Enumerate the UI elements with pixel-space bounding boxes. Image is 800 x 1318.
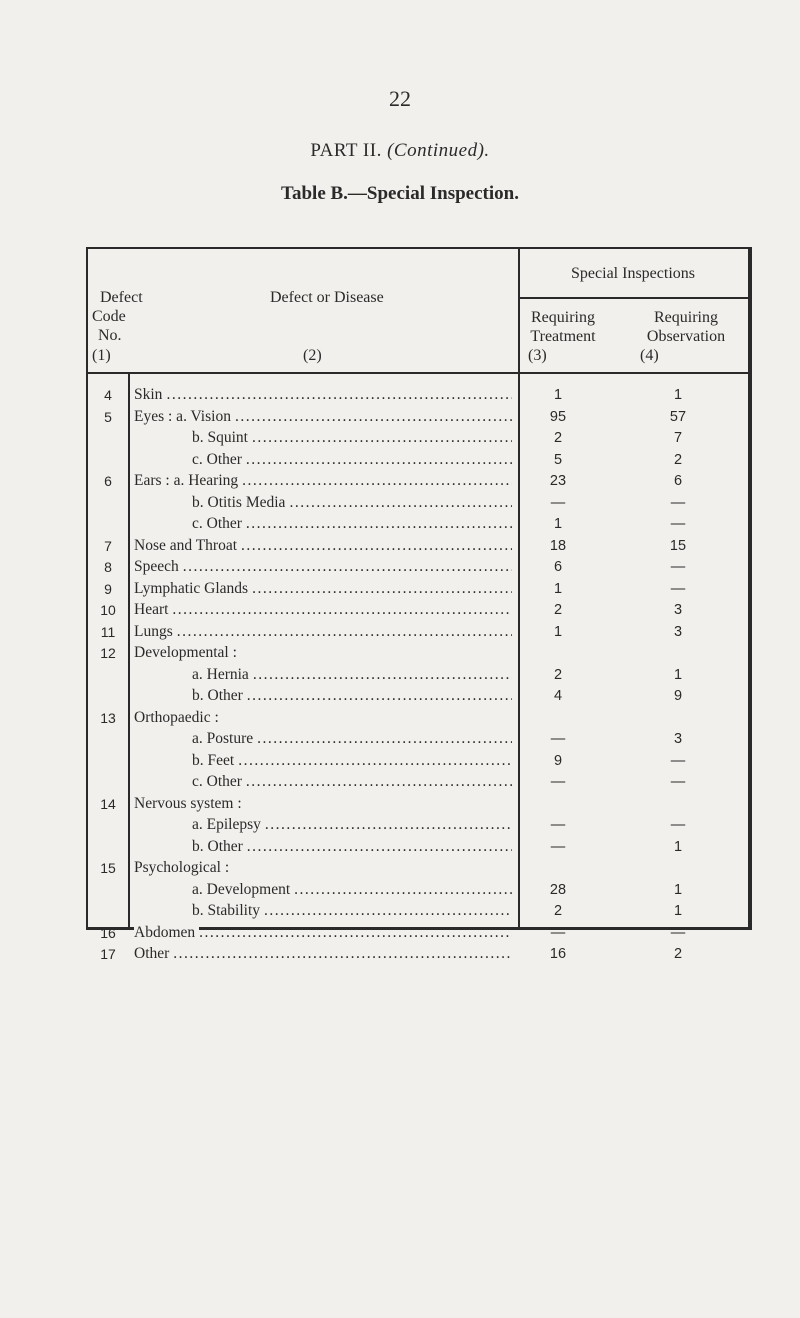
row-code: 16: [100, 924, 116, 941]
observation-value: 1: [673, 903, 683, 919]
row-description-text: Eyes : a. Vision: [134, 408, 235, 425]
table-row: [88, 879, 748, 901]
table-row: [88, 621, 748, 643]
row-code: 5: [104, 408, 112, 425]
treatment-value: 2: [553, 903, 563, 919]
row-description-text: b. Stability: [192, 902, 264, 919]
header-bottom-rule: [88, 372, 748, 374]
header-subdivider: [518, 297, 748, 299]
row-description-text: a. Hernia: [192, 666, 253, 683]
table-row: [88, 771, 748, 793]
row-description-text: Ears : a. Hearing: [134, 472, 242, 489]
treatment-value: 2: [553, 666, 563, 683]
treatment-value: 2: [553, 430, 563, 446]
treatment-value: —: [550, 774, 566, 790]
row-code: 13: [100, 709, 116, 726]
treatment-value: 1: [553, 623, 563, 640]
row-description: [192, 492, 512, 514]
page-number: 22: [389, 86, 411, 111]
treatment-value: 1: [553, 516, 563, 532]
row-code: 7: [104, 537, 112, 554]
row-description: [134, 922, 512, 944]
treatment-value: 28: [549, 881, 567, 898]
observation-value: 1: [673, 881, 683, 898]
row-description-text: Lungs: [134, 623, 177, 640]
row-description: [134, 535, 512, 557]
row-description-text: Speech: [134, 558, 183, 575]
observation-value: 3: [673, 731, 683, 747]
observation-value: 15: [669, 537, 687, 554]
table-row: [88, 384, 748, 406]
table-row: [88, 685, 748, 707]
row-description: [134, 578, 512, 600]
observation-value: 6: [673, 473, 683, 489]
row-description-text: Heart: [134, 601, 172, 618]
header-disease: Defect or Disease: [270, 289, 384, 306]
row-code: 8: [104, 559, 112, 575]
row-description-text: Nose and Throat: [134, 537, 241, 554]
part-label: PART II.: [310, 140, 382, 161]
row-description: [134, 621, 512, 643]
treatment-value: —: [550, 817, 566, 833]
header-observation-line2: Observation: [646, 328, 726, 345]
part-title: [0, 140, 800, 162]
header-special-inspections: Special Inspections: [571, 265, 695, 282]
table-row: [88, 900, 748, 922]
treatment-value: 9: [553, 752, 563, 769]
header-disease-number: (2): [303, 347, 322, 364]
observation-value: 2: [673, 946, 683, 962]
row-description-text: b. Otitis Media: [192, 494, 289, 511]
row-description-text: c. Other: [192, 773, 246, 790]
row-description: [192, 449, 512, 471]
row-group-label: Psychological :: [134, 859, 230, 876]
row-description-text: Skin: [134, 386, 166, 403]
row-group-label: Orthopaedic :: [134, 708, 219, 726]
header-code-line3: No.: [98, 327, 122, 344]
table-row: [88, 814, 748, 836]
row-description-text: b. Other: [192, 687, 247, 704]
row-description: [192, 814, 512, 836]
table-row: [88, 535, 748, 557]
treatment-value: 1: [553, 387, 563, 403]
header-code-line1: Defect: [100, 289, 143, 306]
row-description-text: b. Squint: [192, 429, 252, 446]
row-code: 15: [100, 860, 116, 876]
observation-value: 1: [673, 838, 683, 855]
row-description: [192, 750, 512, 772]
row-description: [192, 685, 512, 707]
table-group-row: [88, 857, 748, 879]
treatment-value: —: [550, 494, 566, 511]
header-code-line2: Code: [92, 308, 126, 325]
row-description-text: Other: [134, 945, 173, 962]
table-row: [88, 578, 748, 600]
header-treatment-line1: Requiring: [531, 309, 595, 326]
observation-value: 1: [673, 666, 683, 683]
row-code: 9: [104, 580, 112, 597]
table-row: [88, 750, 748, 772]
row-code: 12: [100, 645, 116, 661]
observation-value: 2: [673, 451, 683, 468]
table-row: [88, 492, 748, 514]
row-description-text: a. Development: [192, 881, 294, 898]
treatment-value: 95: [549, 408, 567, 425]
header-treatment-number: (3): [528, 347, 547, 364]
row-description: [134, 556, 512, 578]
treatment-value: 4: [553, 688, 563, 704]
treatment-value: —: [550, 924, 566, 941]
row-description-text: b. Feet: [192, 752, 238, 769]
row-description-text: a. Posture: [192, 730, 257, 747]
table-title: Table B.—Special Inspection.: [281, 183, 519, 204]
observation-value: —: [670, 580, 686, 597]
treatment-value: 6: [553, 559, 563, 575]
table-row: [88, 922, 748, 944]
row-code: 10: [100, 602, 116, 618]
table-row: [88, 836, 748, 858]
row-description-text: Lymphatic Glands: [134, 580, 252, 597]
row-description: [134, 470, 512, 492]
row-description-text: Abdomen: [134, 924, 199, 941]
row-description: [192, 771, 512, 793]
row-code: 17: [100, 946, 116, 962]
row-code: 11: [100, 623, 116, 640]
row-description: [192, 836, 512, 858]
observation-value: 3: [673, 602, 683, 618]
treatment-value: 23: [549, 473, 567, 489]
table-row: [88, 513, 748, 535]
row-group-label: Developmental :: [134, 644, 237, 661]
table-row: [88, 664, 748, 686]
table-row: [88, 470, 748, 492]
treatment-value: —: [550, 838, 566, 855]
table-row: [88, 556, 748, 578]
table-row: [88, 406, 748, 428]
row-description: [134, 599, 512, 621]
row-code: 14: [100, 795, 116, 812]
inspection-table: [86, 247, 752, 962]
part-continued: (Continued).: [387, 140, 490, 161]
treatment-value: 16: [549, 946, 567, 962]
observation-value: —: [670, 494, 686, 511]
row-description: [134, 406, 512, 428]
header-treatment-line2: Treatment: [530, 328, 596, 345]
table-row: [88, 449, 748, 471]
observation-value: 57: [669, 408, 687, 425]
table-row: [88, 943, 748, 965]
table-group-row: [88, 707, 748, 729]
table-group-row: [88, 793, 748, 815]
row-code: 4: [104, 387, 112, 403]
observation-value: —: [670, 817, 686, 833]
treatment-value: 5: [553, 451, 563, 468]
observation-value: 1: [673, 387, 683, 403]
table-row: [88, 427, 748, 449]
row-description: [192, 728, 512, 750]
row-description: [134, 384, 512, 406]
observation-value: —: [670, 752, 686, 769]
observation-value: —: [670, 559, 686, 575]
treatment-value: 2: [553, 602, 563, 618]
observation-value: 9: [673, 688, 683, 704]
row-description: [192, 900, 512, 922]
row-description-text: b. Other: [192, 838, 247, 855]
treatment-value: 18: [549, 537, 567, 554]
treatment-value: —: [550, 731, 566, 747]
treatment-value: 1: [553, 580, 563, 597]
row-description-text: a. Epilepsy: [192, 816, 265, 833]
row-code: 6: [104, 473, 112, 489]
row-description-text: c. Other: [192, 515, 246, 532]
header-code-number: (1): [92, 347, 111, 364]
row-description: [192, 664, 512, 686]
observation-value: 3: [673, 623, 683, 640]
header-observation-number: (4): [640, 347, 659, 364]
row-group-label: Nervous system :: [134, 794, 242, 812]
observation-value: 7: [673, 430, 683, 446]
row-description: [134, 943, 512, 965]
row-description: [192, 427, 512, 449]
table-group-row: [88, 642, 748, 664]
row-description: [192, 879, 512, 901]
header-observation-line1: Requiring: [654, 309, 718, 326]
observation-value: —: [670, 924, 686, 941]
row-description: [192, 513, 512, 535]
table-row: [88, 599, 748, 621]
observation-value: —: [670, 516, 686, 532]
observation-value: —: [670, 774, 686, 790]
row-description-text: c. Other: [192, 451, 246, 468]
table-row: [88, 728, 748, 750]
